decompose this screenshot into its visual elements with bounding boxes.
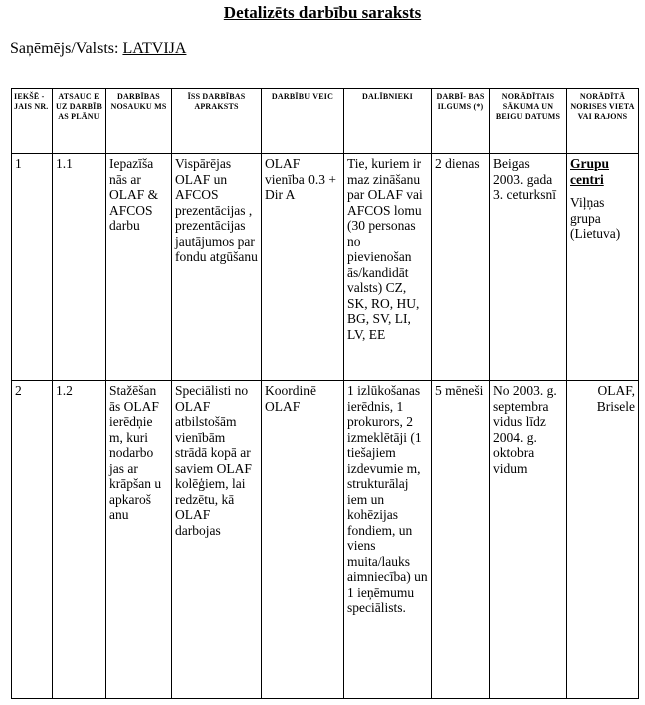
header-participants: DALĪBNIEKI <box>344 89 432 154</box>
cell-participants: 1 izlūkošanas ierēdnis, 1 prokurors, 2 izmeklētāji (1 tiešajiem izdevumie m, strukturālaj iem un kohēzijas fondiem, un viens muita/lauks aimniecība) un 1 ieņēmumu speciālists. <box>344 381 432 699</box>
recipient-line <box>10 40 186 58</box>
cell-place <box>567 154 639 381</box>
header-short-description: ĪSS DARBĪBAS APRAKSTS <box>172 89 262 154</box>
recipient-country: LATVIJA <box>122 40 187 57</box>
cell-dates: No 2003. g. septembra vidus līdz 2004. g. oktobra vidum <box>490 381 567 699</box>
place-text: Viļņas grupa (Lietuva) <box>570 195 621 241</box>
cell-duration: 5 mēneši <box>432 381 490 699</box>
place-title: Grupu centri <box>570 156 610 187</box>
cell-dates: Beigas 2003. gada 3. ceturksnī <box>490 154 567 381</box>
table-row <box>12 381 639 699</box>
cell-name: Stažēšan ās OLAF ierēdņie m, kuri nodarbo jas ar krāpšan u apkaroš anu <box>106 381 172 699</box>
table-row <box>12 154 639 381</box>
cell-ref: 1.2 <box>53 381 106 699</box>
table-header-row <box>12 89 639 154</box>
recipient-label: Saņēmējs/Valsts: <box>10 40 123 57</box>
cell-duration: 2 dienas <box>432 154 490 381</box>
cell-place: OLAF, Brisele <box>567 381 639 699</box>
cell-name: Iepazīša nās ar OLAF & AFCOS darbu <box>106 154 172 381</box>
cell-ref: 1.1 <box>53 154 106 381</box>
cell-description: Vispārējas OLAF un AFCOS prezentācijas , prezentācijas jautājumos par fondu atgūšanu <box>172 154 262 381</box>
document-title: Detalizēts darbību saraksts <box>223 3 422 22</box>
cell-description: Speciālisti no OLAF atbilstošām vienībām strādā kopā ar saviem OLAF kolēģiem, lai redzētu, kā OLAF darbojas <box>172 381 262 699</box>
header-place: NORĀDĪTĀ NORISES VIETA VAI RAJONS <box>567 89 639 154</box>
header-plan-reference: ATSAUC E UZ DARBĪB AS PLĀNU <box>53 89 106 154</box>
header-performer: DARBĪBU VEIC <box>262 89 344 154</box>
cell-performer: Koordinē OLAF <box>262 381 344 699</box>
header-duration: DARBĪ- BAS ILGUMS (*) <box>432 89 490 154</box>
header-dates: NORĀDĪTAIS SĀKUMA UN BEIGU DATUMS <box>490 89 567 154</box>
cell-nr: 2 <box>12 381 53 699</box>
header-internal-nr: IEKŠĒ -JAIS NR. <box>12 89 53 154</box>
header-activity-name: DARBĪBAS NOSAUKU MS <box>106 89 172 154</box>
activities-table <box>11 88 639 699</box>
cell-performer: OLAF vienība 0.3 + Dir A <box>262 154 344 381</box>
cell-participants: Tie, kuriem ir maz zināšanu par OLAF vai AFCOS lomu (30 personas no pievienošan ās/kandidāt valsts) CZ, SK, RO, HU, BG, SV, LI, LV, EE <box>344 154 432 381</box>
cell-nr: 1 <box>12 154 53 381</box>
